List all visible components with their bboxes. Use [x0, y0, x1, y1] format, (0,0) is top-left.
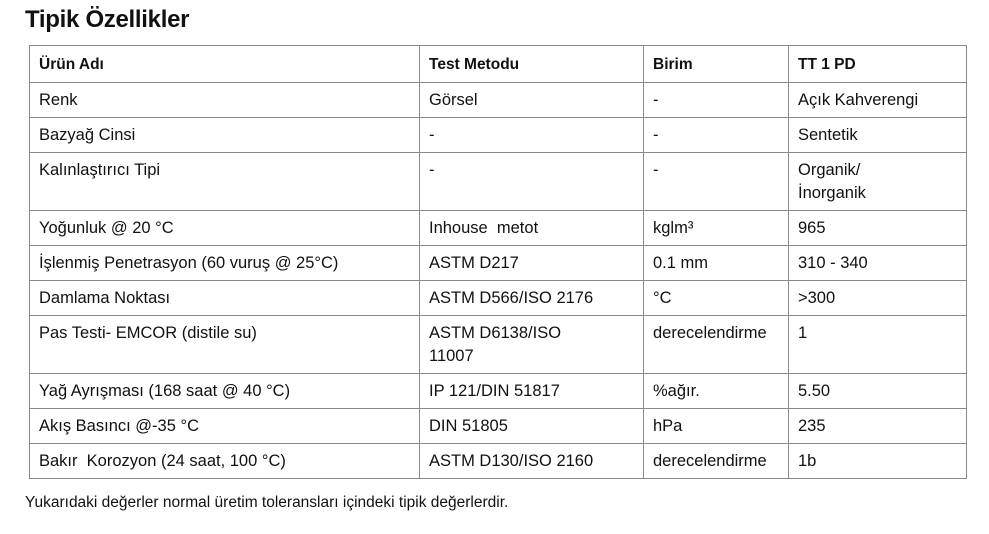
method-cell: - [420, 153, 644, 211]
value-cell: Organik/ İnorganik [789, 153, 967, 211]
header-product-name: Ürün Adı [30, 46, 420, 83]
method-cell: Inhouse metot [420, 211, 644, 246]
table-row [30, 374, 967, 409]
table-row [30, 211, 967, 246]
table-row [30, 246, 967, 281]
property-cell: Kalınlaştırıcı Tipi [30, 153, 420, 211]
unit-cell: - [644, 83, 789, 118]
table-row [30, 83, 967, 118]
table-row [30, 153, 967, 211]
value-cell: 310 - 340 [789, 246, 967, 281]
method-cell: Görsel [420, 83, 644, 118]
property-cell: Renk [30, 83, 420, 118]
page-title: Tipik Özellikler [25, 6, 190, 33]
property-cell: Akış Basıncı @-35 °C [30, 409, 420, 444]
method-cell: - [420, 118, 644, 153]
value-cell: 1 [789, 316, 967, 374]
table-row [30, 444, 967, 479]
table-row [30, 316, 967, 374]
unit-cell: °C [644, 281, 789, 316]
table-header-row [30, 46, 967, 83]
unit-cell: - [644, 118, 789, 153]
method-cell: ASTM D217 [420, 246, 644, 281]
footnote: Yukarıdaki değerler normal üretim toleransları içindeki tipik değerlerdir. [25, 494, 509, 511]
property-cell: Yoğunluk @ 20 °C [30, 211, 420, 246]
property-cell: Bakır Korozyon (24 saat, 100 °C) [30, 444, 420, 479]
table-row [30, 409, 967, 444]
value-cell: 5.50 [789, 374, 967, 409]
properties-table [29, 45, 967, 479]
header-unit: Birim [644, 46, 789, 83]
unit-cell: - [644, 153, 789, 211]
method-cell: IP 121/DIN 51817 [420, 374, 644, 409]
property-cell: Bazyağ Cinsi [30, 118, 420, 153]
method-cell: ASTM D6138/ISO 11007 [420, 316, 644, 374]
unit-cell: hPa [644, 409, 789, 444]
method-cell: DIN 51805 [420, 409, 644, 444]
table-row [30, 118, 967, 153]
value-cell: 235 [789, 409, 967, 444]
value-cell: 965 [789, 211, 967, 246]
property-cell: Pas Testi- EMCOR (distile su) [30, 316, 420, 374]
unit-cell: derecelendirme [644, 444, 789, 479]
value-cell: Açık Kahverengi [789, 83, 967, 118]
unit-cell: 0.1 mm [644, 246, 789, 281]
property-cell: Damlama Noktası [30, 281, 420, 316]
header-product-value: TT 1 PD [789, 46, 967, 83]
header-test-method: Test Metodu [420, 46, 644, 83]
unit-cell: derecelendirme [644, 316, 789, 374]
property-cell: İşlenmiş Penetrasyon (60 vuruş @ 25°C) [30, 246, 420, 281]
value-cell: Sentetik [789, 118, 967, 153]
property-cell: Yağ Ayrışması (168 saat @ 40 °C) [30, 374, 420, 409]
method-cell: ASTM D566/ISO 2176 [420, 281, 644, 316]
unit-cell: %ağır. [644, 374, 789, 409]
value-cell: 1b [789, 444, 967, 479]
unit-cell: kglm³ [644, 211, 789, 246]
value-cell: >300 [789, 281, 967, 316]
table-row [30, 281, 967, 316]
method-cell: ASTM D130/ISO 2160 [420, 444, 644, 479]
